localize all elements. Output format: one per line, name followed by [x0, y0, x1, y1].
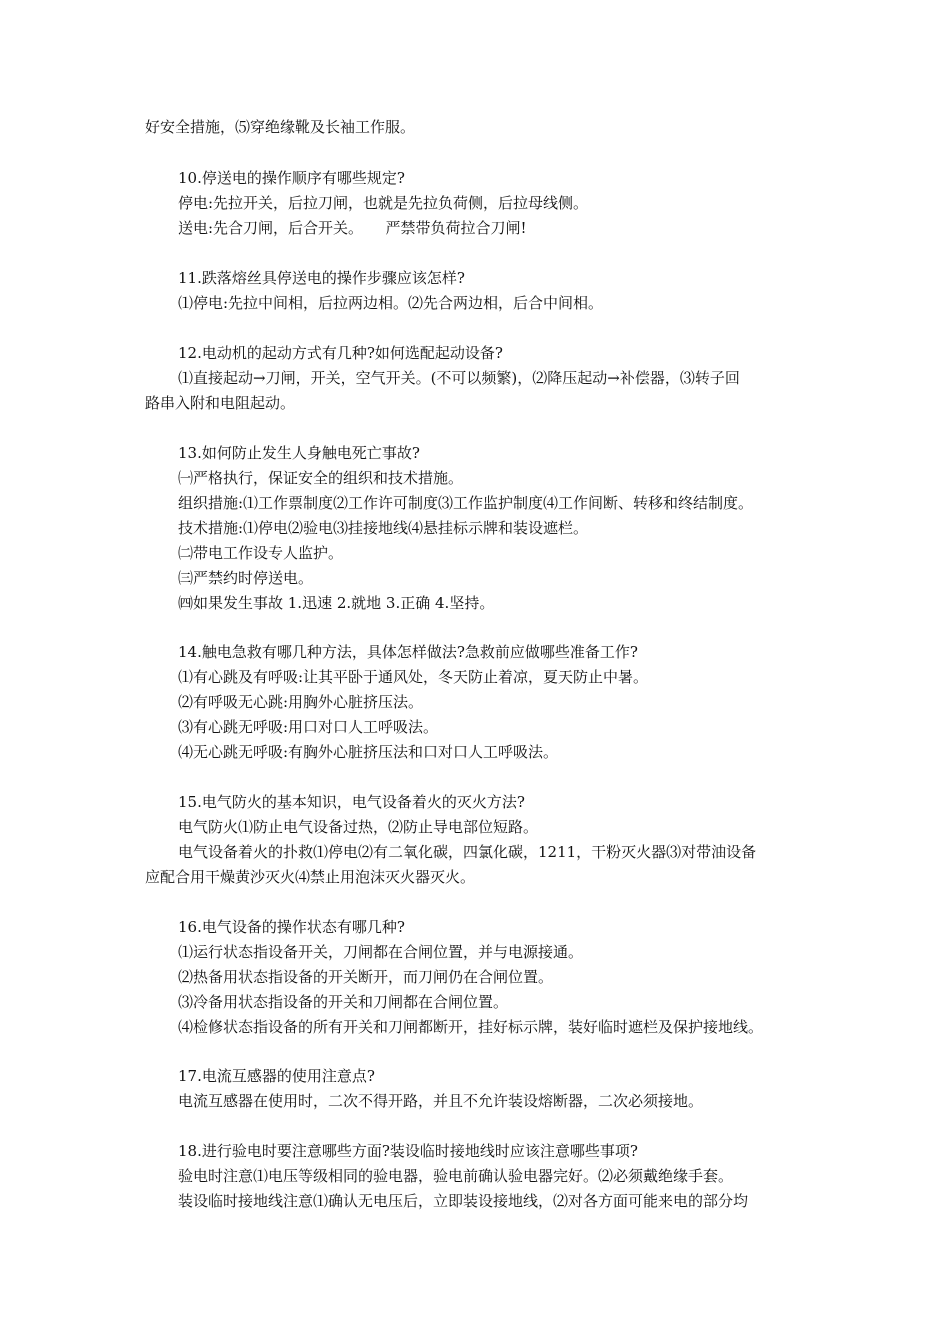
text-line: ㈣如果发生事故 1.迅速 2.就地 3.正确 4.坚持。	[178, 594, 495, 612]
text-line: 电气设备着火的扑救⑴停电⑵有二氧化碳，四氯化碳，1211，干粉灭火器⑶对带油设备	[178, 843, 757, 861]
text-line: 验电时注意⑴电压等级相同的验电器，验电前确认验电器完好。⑵必须戴绝缘手套。	[178, 1167, 734, 1185]
question-11-heading: 11.跌落熔丝具停送电的操作步骤应该怎样?	[178, 269, 465, 287]
text-line: ㈡带电工作设专人监护。	[178, 544, 344, 562]
text-line: ⑵有呼吸无心跳:用胸外心脏挤压法。	[178, 693, 424, 711]
question-10-heading: 10.停送电的操作顺序有哪些规定?	[178, 169, 405, 187]
text-line: ⑶有心跳无呼吸:用口对口人工呼吸法。	[178, 718, 439, 736]
text-line: 电流互感器在使用时，二次不得开路，并且不允许装设熔断器，二次必须接地。	[178, 1092, 704, 1110]
text-line: ⑴停电:先拉中间相，后拉两边相。⑵先合两边相，后合中间相。	[178, 294, 604, 312]
text-line: 停电:先拉开关，后拉刀闸，也就是先拉负荷侧，后拉母线侧。	[178, 194, 589, 212]
text-line: ⑴直接起动→刀闸，开关，空气开关。(不可以频繁)，⑵降压起动→补偿器，⑶转子回	[178, 369, 740, 387]
text-line: ㈢严禁约时停送电。	[178, 569, 314, 587]
question-13-heading: 13.如何防止发生人身触电死亡事故?	[178, 444, 420, 462]
text-line: ⑷检修状态指设备的所有开关和刀闸都断开，挂好标示牌，装好临时遮栏及保护接地线。	[178, 1018, 764, 1036]
text-line: 技术措施:⑴停电⑵验电⑶挂接地线⑷悬挂标示牌和装设遮栏。	[178, 519, 589, 537]
text-line: ⑵热备用状态指设备的开关断开，而刀闸仍在合闸位置。	[178, 968, 554, 986]
text-line: 好安全措施，⑸穿绝缘靴及长袖工作服。	[145, 118, 416, 136]
question-15-heading: 15.电气防火的基本知识，电气设备着火的灭火方法?	[178, 793, 525, 811]
question-12-heading: 12.电动机的起动方式有几种?如何选配起动设备?	[178, 344, 503, 362]
text-line: ⑷无心跳无呼吸:有胸外心脏挤压法和口对口人工呼吸法。	[178, 743, 559, 761]
text-line: ㈠严格执行，保证安全的组织和技术措施。	[178, 469, 464, 487]
text-line: ⑶冷备用状态指设备的开关和刀闸都在合闸位置。	[178, 993, 509, 1011]
text-line: 组织措施:⑴工作票制度⑵工作许可制度⑶工作监护制度⑷工作间断、转移和终结制度。	[178, 494, 754, 512]
question-17-heading: 17.电流互感器的使用注意点?	[178, 1067, 375, 1085]
text-line: ⑴运行状态指设备开关，刀闸都在合闸位置，并与电源接通。	[178, 943, 584, 961]
text-line: ⑴有心跳及有呼吸:让其平卧于通风处，冬天防止着凉，夏天防止中暑。	[178, 668, 649, 686]
text-line: 电气防火⑴防止电气设备过热，⑵防止导电部位短路。	[178, 818, 539, 836]
text-line: 装设临时接地线注意⑴确认无电压后，立即装设接地线，⑵对各方面可能来电的部分均	[178, 1192, 749, 1210]
question-14-heading: 14.触电急救有哪几种方法，具体怎样做法?急救前应做哪些准备工作?	[178, 643, 638, 661]
question-16-heading: 16.电气设备的操作状态有哪几种?	[178, 918, 405, 936]
text-line: 应配合用干燥黄沙灭火⑷禁止用泡沫灭火器灭火。	[145, 868, 476, 886]
text-line: 路串入附和电阻起动。	[145, 394, 296, 412]
text-line: 送电:先合刀闸，后合开关。 严禁带负荷拉合刀闸!	[178, 219, 527, 237]
question-18-heading: 18.进行验电时要注意哪些方面?装设临时接地线时应该注意哪些事项?	[178, 1142, 638, 1160]
